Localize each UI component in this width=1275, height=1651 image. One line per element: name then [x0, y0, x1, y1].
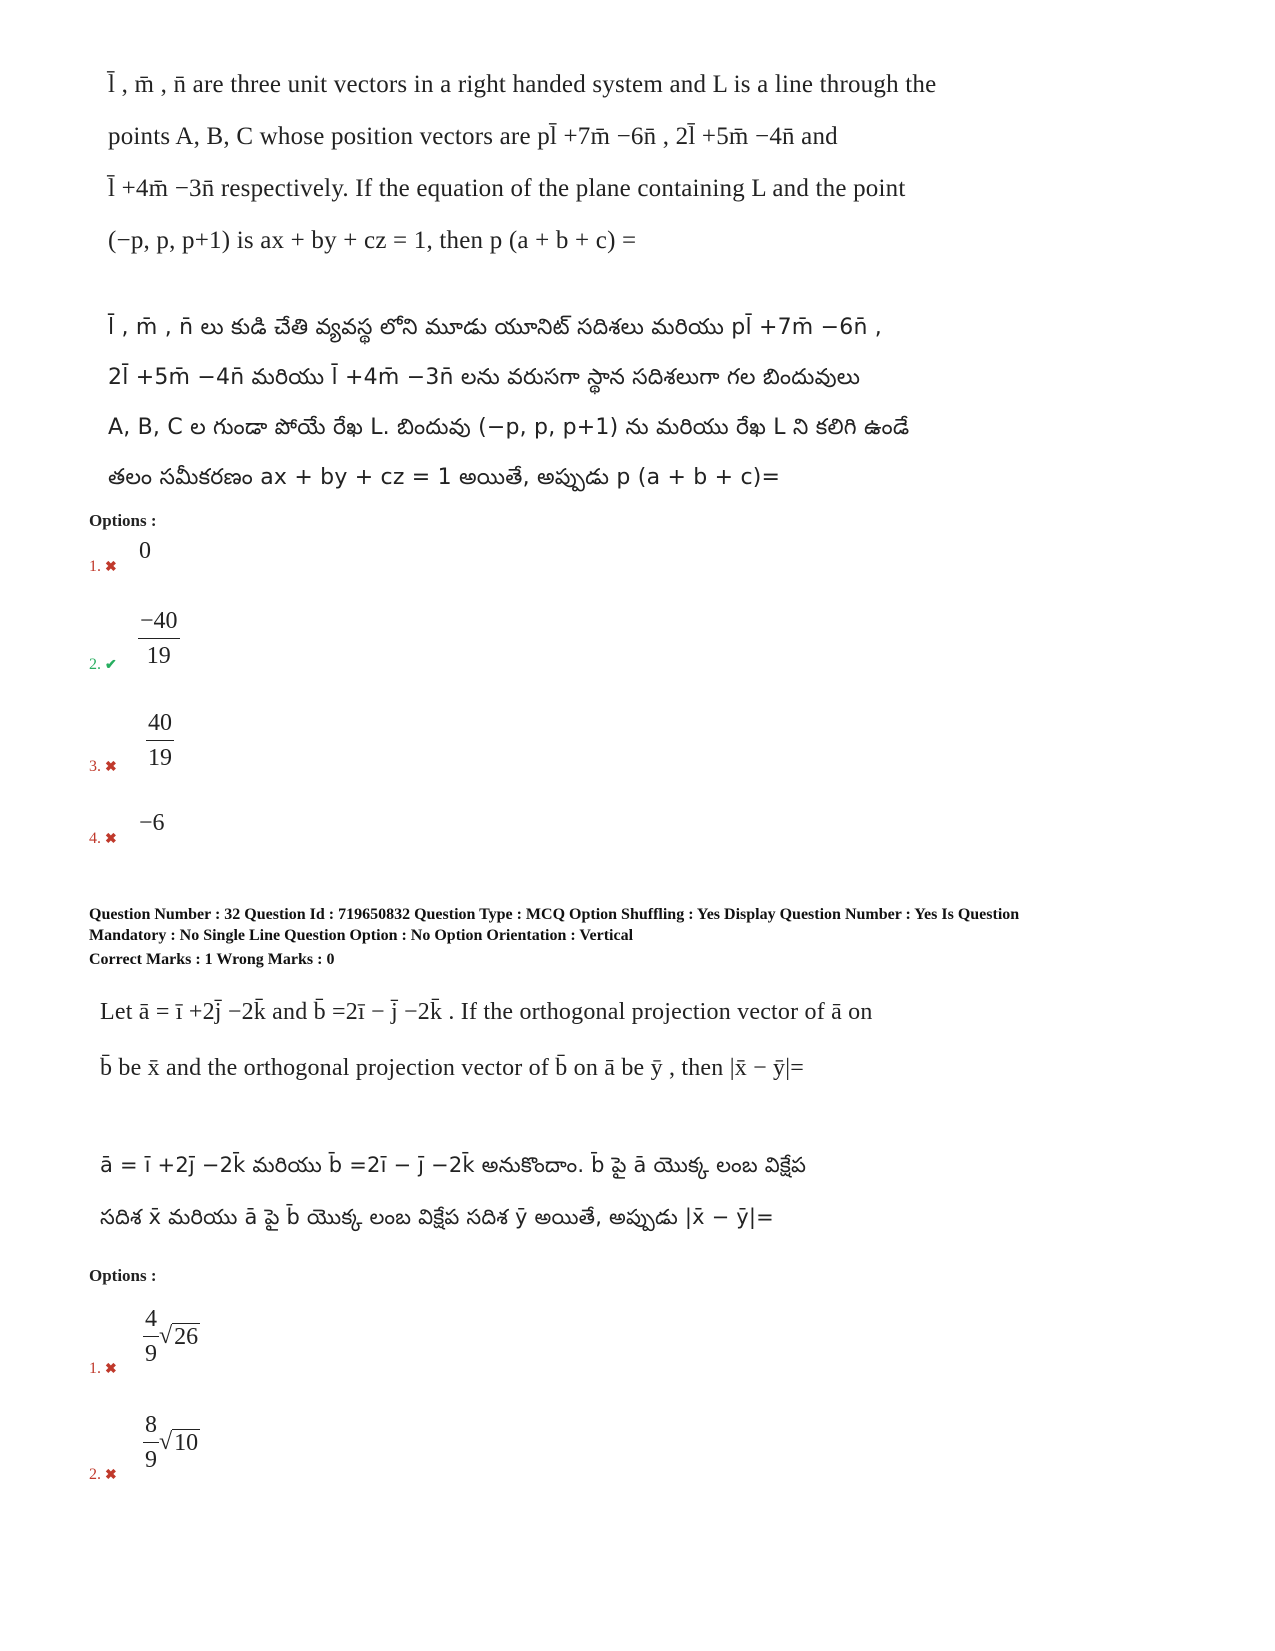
option-number: 1. [89, 1360, 101, 1377]
q32-te-line-2: సదిశ x̄ మరియు ā పై b̄ యొక్క లంబ విక్షేప సదిశ ȳ అయితే, అప్పుడు |x̄ − ȳ|= [100, 1205, 774, 1229]
wrong-mark-icon: ✖ [105, 1468, 117, 1483]
option-value: 0 [139, 538, 151, 564]
q32-meta [89, 904, 1189, 970]
fraction-denominator: 9 [145, 1447, 157, 1473]
q31-option-3[interactable] [89, 706, 389, 786]
q31-te-line-2: 2l̄ +5m̄ −4n̄ మరియు l̄ +4m̄ −3n̄ లను వరుసగా స్థాన సదిశలుగా గల బిందువులు [108, 365, 861, 390]
q31-text-en [108, 70, 994, 278]
radicand: 26 [174, 1324, 199, 1350]
option-expression [143, 1408, 200, 1477]
q32-text-te [100, 1150, 990, 1254]
q32-en-line-2: b̄ be x̄ and the orthogonal projection vector of b̄ on ā be ȳ , then |x̄ − ȳ|= [100, 1055, 804, 1081]
q32-option-2[interactable] [89, 1408, 389, 1488]
option-fraction [143, 1408, 159, 1477]
wrong-mark-icon: ✖ [105, 760, 117, 775]
q31-option-4[interactable] [89, 810, 389, 855]
q31-en-line-2: points A, B, C whose position vectors are pl̄ +7m̄ −6n̄ , 2l̄ +5m̄ −4n̄ and [108, 123, 838, 150]
option-number: 2. [89, 656, 101, 673]
check-mark-icon: ✔ [105, 658, 117, 673]
q31-en-line-4: (−p, p, p+1) is ax + by + cz = 1, then p (a + b + c) = [108, 227, 637, 254]
option-fraction [138, 604, 180, 673]
q31-te-line-3: A, B, C ల గుండా పోయే రేఖ L. బిందువు (−p, p, p+1) ను మరియు రేఖ L ని కలిగి ఉండే [108, 415, 910, 440]
fraction-numerator: 40 [146, 706, 174, 741]
q31-text-te [108, 313, 994, 513]
fraction-numerator: 8 [143, 1408, 159, 1443]
q32-en-line-1: Let ā = ī +2j̄ −2k̄ and b̄ =2ī − j̄ −2k̄ . If the orthogonal projection vector of ā on [100, 999, 873, 1025]
q31-te-line-1: l̄ , m̄ , n̄ లు కుడి చేతి వ్యవస్థ లోని మూడు యూనిట్ సదిశలు మరియు pl̄ +7m̄ −6n̄ , [108, 315, 882, 340]
wrong-mark-icon: ✖ [105, 832, 117, 847]
square-root: √ 10 [159, 1429, 199, 1456]
fraction-denominator: 19 [148, 745, 172, 771]
radicand: 10 [174, 1430, 199, 1456]
option-fraction [146, 706, 174, 775]
q32-marks-line: Correct Marks : 1 Wrong Marks : 0 [89, 951, 335, 968]
q31-te-line-4: తలం సమీకరణం ax + by + cz = 1 అయితే, అప్పుడు p (a + b + c)= [108, 465, 781, 490]
fraction-denominator: 19 [146, 643, 171, 669]
q31-en-line-3: l̄ +4m̄ −3n̄ respectively. If the equation of the plane containing L and the point [108, 175, 906, 202]
option-number: 3. [89, 758, 101, 775]
q32-option-1[interactable] [89, 1302, 389, 1382]
option-value: −6 [139, 810, 165, 836]
q32-meta-line-2: Mandatory : No Single Line Question Option : No Option Orientation : Vertical [89, 927, 634, 944]
option-fraction [143, 1302, 159, 1371]
square-root: √ 26 [159, 1323, 199, 1350]
fraction-numerator: 4 [143, 1302, 159, 1337]
option-number: 4. [89, 830, 101, 847]
q32-meta-line-1: Question Number : 32 Question Id : 719650832 Question Type : MCQ Option Shuffling : Yes Display Question Number : Yes Is Question [89, 906, 1020, 923]
q31-en-line-1: l̄ , m̄ , n̄ are three unit vectors in a right handed system and L is a line through the [108, 71, 937, 98]
wrong-mark-icon: ✖ [105, 560, 117, 575]
option-number: 1. [89, 558, 101, 575]
fraction-numerator: −40 [138, 604, 180, 639]
q32-te-line-1: ā = ī +2j̄ −2k̄ మరియు b̄ =2ī − j̄ −2k̄ అనుకొందాం. b̄ పై ā యొక్క లంబ విక్షేప [100, 1153, 807, 1177]
q32-options-label: Options : [89, 1266, 157, 1285]
q31-option-1[interactable] [89, 538, 389, 588]
q31-options-label: Options : [89, 511, 157, 530]
option-expression [143, 1302, 200, 1371]
q31-option-2[interactable] [89, 604, 389, 684]
wrong-mark-icon: ✖ [105, 1362, 117, 1377]
fraction-denominator: 9 [145, 1341, 157, 1367]
q32-text-en [100, 997, 990, 1109]
option-number: 2. [89, 1466, 101, 1483]
